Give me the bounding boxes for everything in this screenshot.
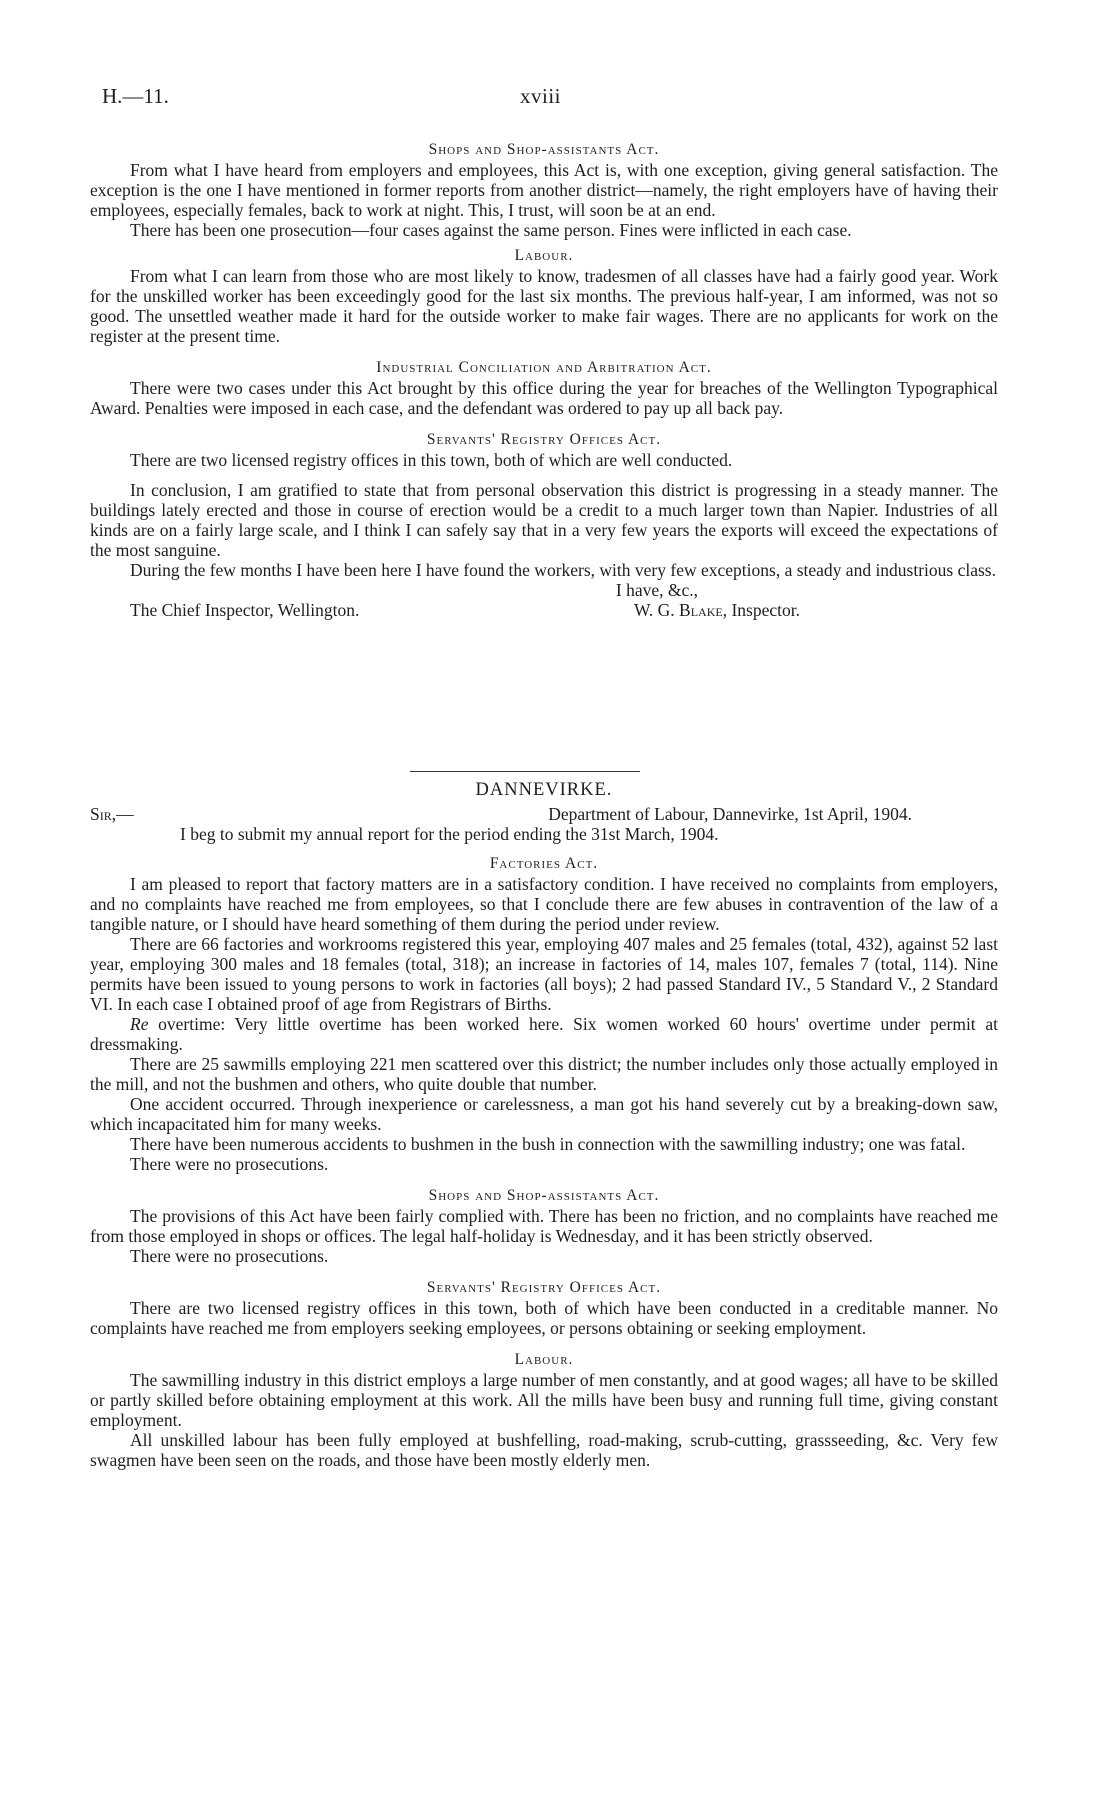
paragraph: There has been one prosecution—four cases against the same person. Fines were inflicted in each case. — [130, 220, 852, 240]
paragraph: The sawmilling industry in this district employs a large number of men constantly, and at good wages; all have to be skilled or partly skilled before obtaining employment at this work. All the mills have been busy and running full time, giving constant employment. — [90, 1370, 998, 1430]
addressee: The Chief Inspector, Wellington. — [130, 600, 360, 620]
section-heading: Labour. — [514, 1351, 574, 1368]
dateline: Department of Labour, Dannevirke, 1st April, 1904. — [548, 804, 912, 824]
place-heading: DANNEVIRKE. — [475, 780, 613, 800]
paragraph: I am pleased to report that factory matters are in a satisfactory condition. I have received no complaints from employers, and no complaints have reached me from employees, so that I conclude there are few abuses in contravention of the law of a tangible nature, or I should have heard something of them during the period under review. — [90, 874, 998, 934]
dannevirke-report — [90, 780, 998, 1470]
section-heading: Servants' Registry Offices Act. — [426, 1279, 662, 1296]
closing-line — [90, 580, 998, 600]
paragraph: There are two licensed registry offices in this town, both of which are well conducted. — [130, 450, 733, 470]
paragraph: All unskilled labour has been fully employed at bushfelling, road-making, scrub-cutting, grassseeding, &c. Very few swagmen have been seen on the roads, and those have been mostly elderly men. — [90, 1430, 998, 1470]
napier-report — [90, 140, 998, 620]
page-number: xviii — [520, 84, 562, 108]
section-heading: Shops and Shop-assistants Act. — [428, 141, 660, 158]
section-heading: Servants' Registry Offices Act. — [426, 431, 662, 448]
document-code: H.—11. — [102, 84, 169, 108]
paragraph: There are two licensed registry offices in this town, both of which have been conducted in a creditable manner. No complaints have reached me from employers seeking employees, or persons obtaining or seeking employment. — [90, 1298, 998, 1338]
sign-off: I have, &c., — [615, 580, 698, 600]
section-heading: Labour. — [514, 247, 574, 264]
intro-line: I beg to submit my annual report for the period ending the 31st March, 1904. — [180, 824, 719, 844]
section-divider — [410, 771, 640, 772]
paragraph: From what I can learn from those who are most likely to know, tradesmen of all classes have had a fairly good year. Work for the unskilled worker has been exceedingly good for the last six months. The previous half-year, I am informed, was not so good. The unsettled weather made it hard for the outside worker to make fair wages. There are no applicants for work on the register at the present time. — [90, 266, 998, 346]
paragraph: From what I have heard from employers and employees, this Act is, with one exception, giving general satisfaction. The exception is the one I have mentioned in former reports from another district—namely, the right employers have of having their employees, especially females, back to work at night. This, I trust, will soon be at an end. — [90, 160, 998, 220]
signature-line — [90, 600, 998, 620]
paragraph: There are 66 factories and workrooms registered this year, employing 407 males and 25 females (total, 432), against 52 last year, employing 300 males and 18 females (total, 318); an increase in factories of 14, males 107, females 7 (total, 114). Nine permits have been issued to young persons to work in factories (all boys); 2 had passed Standard IV., 5 Standard V., 2 Standard VI. In each case I obtained proof of age from Registrars of Births. — [90, 934, 998, 1014]
paragraph: During the few months I have been here I have found the workers, with very few exceptions, a steady and industrious class. — [130, 560, 996, 580]
paragraph: There were two cases under this Act brought by this office during the year for breaches of the Wellington Typographical Award. Penalties were imposed in each case, and the defendant was ordered to pay up all back pay. — [90, 378, 998, 418]
paragraph: There were no prosecutions. — [130, 1154, 329, 1174]
dateline-row — [90, 804, 998, 824]
paragraph: Re overtime: Very little overtime has been worked here. Six women worked 60 hours' overtime under permit at dressmaking. — [90, 1014, 998, 1054]
signature: W. G. Blake, Inspector. — [633, 600, 800, 620]
section-heading: Shops and Shop-assistants Act. — [428, 1187, 660, 1204]
salutation: Sir,— — [90, 804, 134, 824]
section-heading: Industrial Conciliation and Arbitration Act. — [376, 359, 712, 376]
paragraph: One accident occurred. Through inexperience or carelessness, a man got his hand severely cut by a breaking-down saw, which incapacitated him for many weeks. — [90, 1094, 998, 1134]
paragraph: There were no prosecutions. — [130, 1246, 329, 1266]
paragraph: There have been numerous accidents to bushmen in the bush in connection with the sawmilling industry; one was fatal. — [130, 1134, 966, 1154]
paragraph: There are 25 sawmills employing 221 men scattered over this district; the number includes only those actually employed in the mill, and not the bushmen and others, who quite double that number. — [90, 1054, 998, 1094]
section-heading: Factories Act. — [489, 855, 599, 872]
paragraph: In conclusion, I am gratified to state that from personal observation this district is progressing in a steady manner. The buildings lately erected and those in course of erection would be a credit to a much larger town than Napier. Industries of all kinds are on a fairly large scale, and I think I can safely say that in a very few years the exports will exceed the expectations of the most sanguine. — [90, 480, 998, 560]
paragraph: The provisions of this Act have been fairly complied with. There has been no friction, and no complaints have reached me from those employed in shops or offices. The legal half-holiday is Wednesday, and it has been strictly observed. — [90, 1206, 998, 1246]
